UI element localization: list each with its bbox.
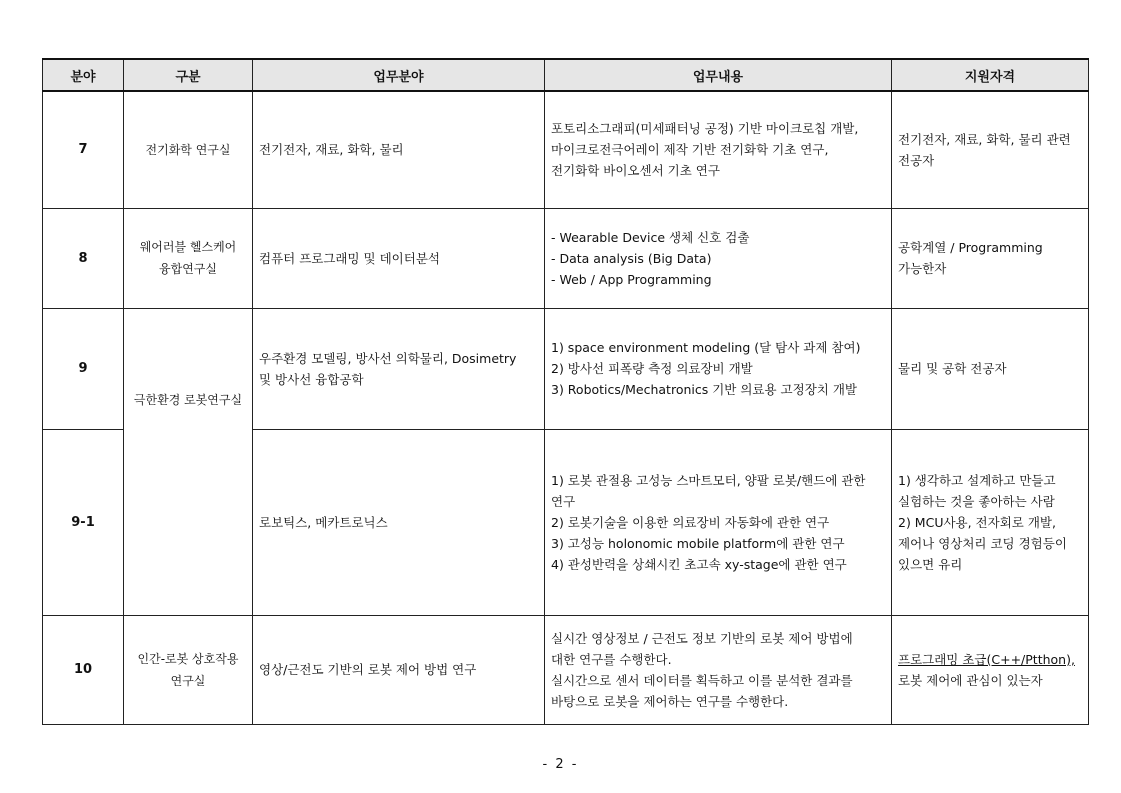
qualification-line: 가능한자	[898, 261, 947, 276]
lab-name-line: 인간-로봇 상호작용	[137, 651, 239, 666]
work-content-line: - Web / App Programming	[551, 271, 712, 287]
qualification	[892, 615, 1089, 724]
lab-name	[124, 208, 253, 308]
work-content-line: 실시간으로 센서 데이터를 획득하고 이를 분석한 결과를	[551, 672, 853, 688]
qualification-line: 실험하는 것을 좋아하는 사람	[898, 493, 1055, 509]
page-number: - 2 -	[542, 757, 579, 772]
table-row	[43, 91, 1089, 208]
table-row	[43, 208, 1089, 308]
lab-name	[124, 615, 253, 724]
work-content-line: 1) 로봇 관절용 고성능 스마트모터, 양팔 로봇/핸드에 관한	[551, 472, 866, 488]
header-qualification: 지원자격	[892, 59, 1089, 91]
work-area-line: 우주환경 모델링, 방사선 의학물리, Dosimetry	[259, 350, 517, 366]
qualification-line: 있으면 유리	[898, 556, 963, 572]
header-category: 구분	[124, 59, 253, 91]
qualification	[892, 91, 1089, 208]
work-content-line: 2) 로봇기술을 이용한 의료장비 자동화에 관한 연구	[551, 514, 830, 530]
work-area	[253, 429, 545, 615]
header-work-area: 업무분야	[253, 59, 545, 91]
qualification-line: 전공자	[898, 152, 935, 168]
work-content-line: 실시간 영상정보 / 근전도 정보 기반의 로봇 제어 방법에	[551, 630, 853, 646]
qualification-line: 공학계열 / Programming	[898, 240, 1043, 255]
qualification-line: 전기전자, 재료, 화학, 물리 관련	[898, 131, 1071, 147]
lab-name	[124, 308, 253, 615]
work-content-line: 포토리소그래피(미세패터닝 공정) 기반 마이크로칩 개발,	[551, 121, 859, 137]
qualification-line: 로봇 제어에 관심이 있는자	[898, 672, 1043, 688]
work-content	[545, 308, 892, 429]
work-content	[545, 429, 892, 615]
work-content	[545, 91, 892, 208]
field-number: 8	[43, 208, 124, 308]
qualification-line: 제어나 영상처리 코딩 경험등이	[898, 535, 1067, 551]
work-content-line: 대한 연구를 수행한다.	[551, 651, 672, 667]
work-area-line: 전기전자, 재료, 화학, 물리	[259, 142, 404, 158]
work-content	[545, 615, 892, 724]
field-number: 10	[43, 615, 124, 724]
work-content-line: 바탕으로 로봇을 제어하는 연구를 수행한다.	[551, 693, 789, 709]
work-area	[253, 308, 545, 429]
work-area-line: 영상/근전도 기반의 로봇 제어 방법 연구	[259, 662, 477, 677]
qualification	[892, 429, 1089, 615]
table-row	[43, 615, 1089, 724]
work-content-line: 전기화학 바이오센서 기초 연구	[551, 163, 720, 179]
work-content-line: 2) 방사선 피폭량 측정 의료장비 개발	[551, 361, 753, 376]
table-row	[43, 308, 1089, 429]
lab-name-line: 연구실	[170, 673, 206, 688]
header-field: 분야	[43, 59, 124, 91]
work-area-line: 컴퓨터 프로그래밍 및 데이터분석	[259, 250, 440, 266]
lab-name	[124, 91, 253, 208]
work-content-line: 3) 고성능 holonomic mobile platform에 관한 연구	[551, 535, 845, 551]
work-area-line: 로보틱스, 메카트로닉스	[259, 514, 388, 530]
lab-name-line: 융합연구실	[159, 262, 217, 276]
lab-name-line: 전기화학 연구실	[145, 142, 231, 157]
work-content-line: 3) Robotics/Mechatronics 기반 의료용 고정장치 개발	[551, 382, 857, 397]
work-content	[545, 208, 892, 308]
qualification	[892, 208, 1089, 308]
qualification	[892, 308, 1089, 429]
work-content-line: 연구	[551, 493, 576, 509]
work-area	[253, 91, 545, 208]
lab-name-line: 극한환경 로봇연구실	[133, 392, 243, 407]
recruitment-table	[42, 58, 1089, 725]
work-content-line: 마이크로전극어레이 제작 기반 전기화학 기초 연구,	[551, 142, 829, 158]
work-content-line: - Data analysis (Big Data)	[551, 250, 712, 266]
work-content-line: 4) 관성반력을 상쇄시킨 초고속 xy-stage에 관한 연구	[551, 556, 847, 572]
field-number: 9	[43, 308, 124, 429]
work-content-line: 1) space environment modeling (달 탐사 과제 참여)	[551, 340, 861, 355]
qualification-line: 물리 및 공학 전공자	[898, 361, 1007, 376]
table-header-row	[43, 59, 1089, 91]
work-area	[253, 615, 545, 724]
qualification-line: 2) MCU사용, 전자회로 개발,	[898, 514, 1056, 530]
qualification-line: 프로그래밍 초급(C++/Ptthon),	[898, 651, 1075, 667]
work-area-line: 및 방사선 융합공학	[259, 371, 364, 387]
field-number: 7	[43, 91, 124, 208]
qualification-line: 1) 생각하고 설계하고 만들고	[898, 472, 1056, 488]
field-number: 9-1	[43, 429, 124, 615]
lab-name-line: 웨어러블 헬스케어	[139, 240, 237, 254]
work-area	[253, 208, 545, 308]
work-content-line: - Wearable Device 생체 신호 검출	[551, 229, 750, 245]
header-work-content: 업무내용	[545, 59, 892, 91]
